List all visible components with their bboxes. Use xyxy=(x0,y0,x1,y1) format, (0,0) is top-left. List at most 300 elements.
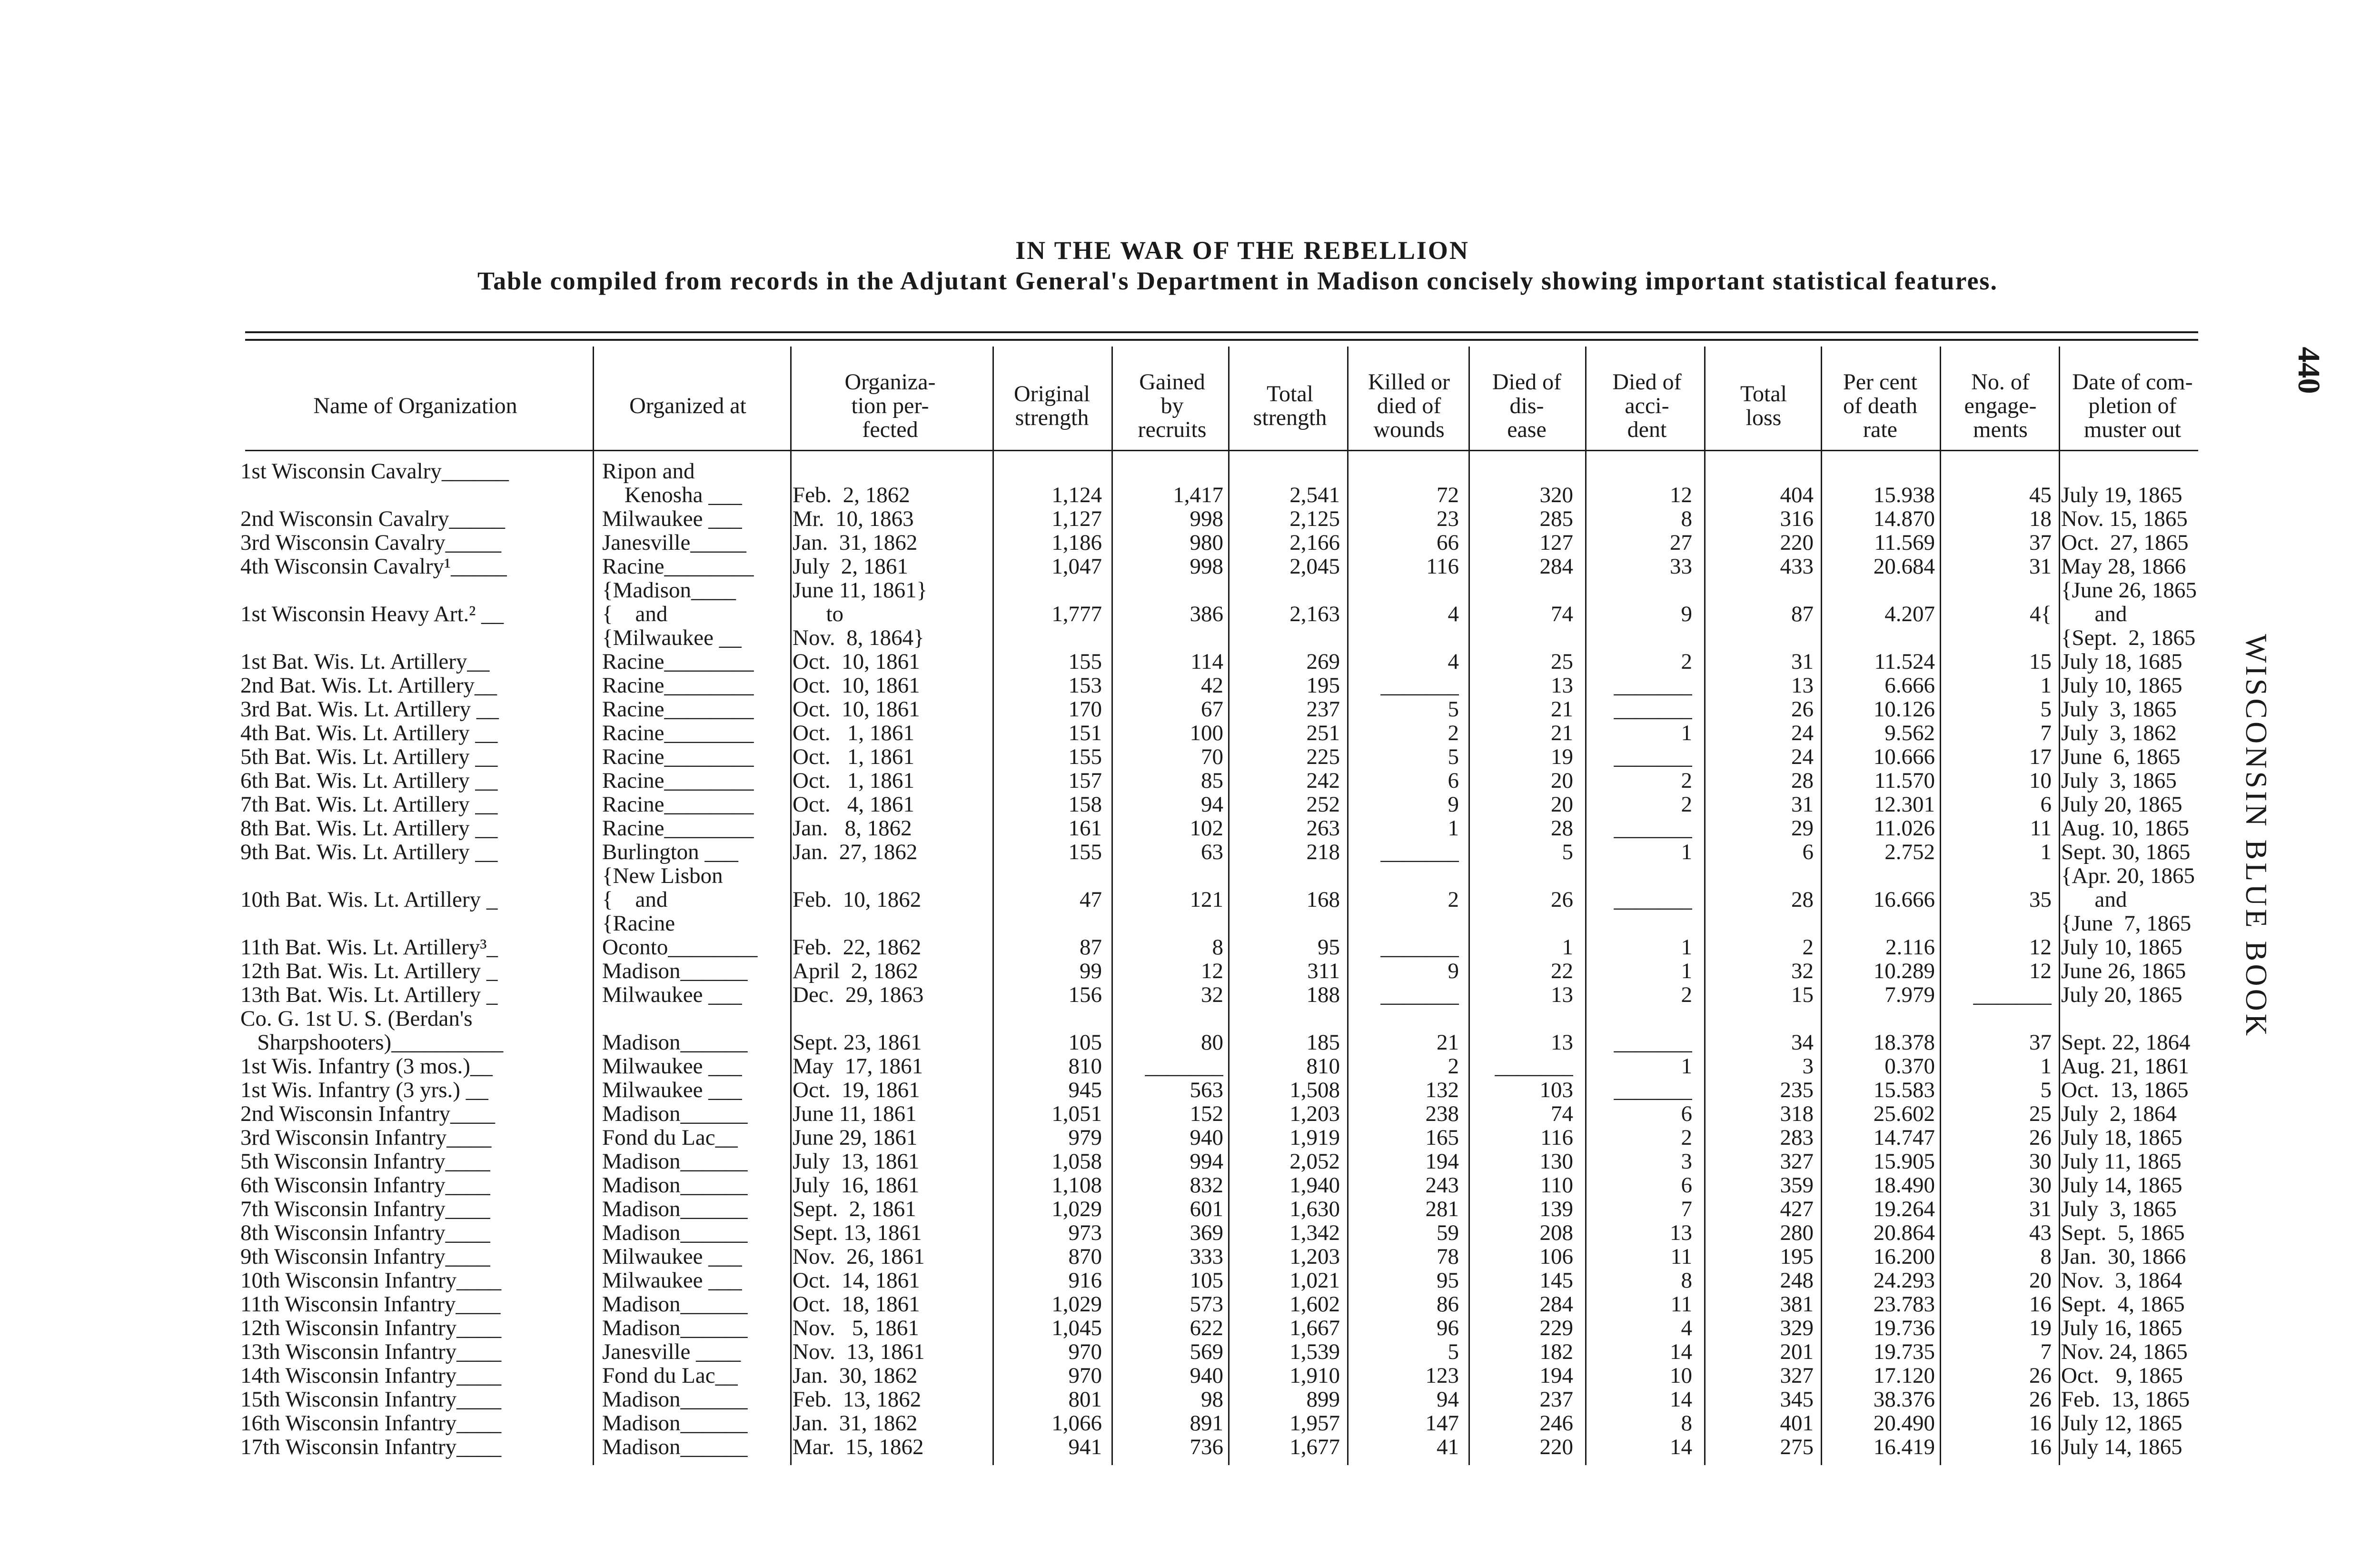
cell-died-of-disease: 220 xyxy=(1539,1435,1573,1459)
cell-died-of-disease xyxy=(1471,1007,1573,1031)
cell-number-of-engagements: 1 xyxy=(2040,840,2052,864)
table-row xyxy=(0,507,2380,531)
cell-muster-out-date: July 14, 1865 xyxy=(2061,1173,2182,1197)
cell-per-cent-death-rate: 10.126 xyxy=(1873,697,1935,721)
cell-organized-at: Madison______ xyxy=(602,959,748,983)
cell-gained-by-recruits: 94 xyxy=(1201,793,1223,816)
cell-died-of-accident: 2 xyxy=(1681,793,1692,816)
cell-number-of-engagements: 26 xyxy=(2029,1387,2052,1411)
cell-original-strength: 1,029 xyxy=(1051,1197,1102,1221)
cell-organized-at: Milwaukee ___ xyxy=(602,1078,742,1102)
cell-gained-by-recruits: 569 xyxy=(1190,1340,1223,1364)
cell-gained-by-recruits: 333 xyxy=(1190,1245,1223,1269)
cell-per-cent-death-rate: 25.602 xyxy=(1873,1102,1935,1126)
cell-killed-or-died-of-wounds xyxy=(1349,912,1459,935)
cell-original-strength: 973 xyxy=(1068,1221,1102,1245)
cell-total-loss: 318 xyxy=(1780,1102,1814,1126)
cell-total-loss: 327 xyxy=(1780,1364,1814,1387)
cell-killed-or-died-of-wounds: 95 xyxy=(1437,1269,1459,1292)
cell-organization-perfected: Sept. 2, 1861 xyxy=(793,1197,916,1221)
cell-per-cent-death-rate: 9.562 xyxy=(1884,721,1935,745)
header-gained-by-recruits: Gained by recruits xyxy=(1138,369,1207,442)
cell-died-of-disease: 106 xyxy=(1539,1245,1573,1269)
cell-number-of-engagements: 18 xyxy=(2029,507,2052,531)
cell-gained-by-recruits: 386 xyxy=(1190,602,1223,626)
cell-organized-at: Madison______ xyxy=(602,1197,748,1221)
cell-died-of-accident xyxy=(1583,578,1692,602)
cell-organization-perfected: Oct. 10, 1861 xyxy=(793,674,920,697)
cell-total-loss: 28 xyxy=(1791,888,1814,912)
cell-organized-at: {Madison____ xyxy=(602,578,736,602)
cell-organized-at: Oconto________ xyxy=(602,935,758,959)
table-row xyxy=(0,650,2380,674)
cell-organized-at: Racine________ xyxy=(602,721,754,745)
cell-total-loss: 283 xyxy=(1780,1126,1814,1150)
cell-organized-at: Racine________ xyxy=(602,674,754,697)
cell-organization-perfected: Feb. 13, 1862 xyxy=(793,1387,922,1411)
cell-killed-or-died-of-wounds: 2 xyxy=(1448,1054,1459,1078)
cell-gained-by-recruits: 152 xyxy=(1190,1102,1223,1126)
cell-killed-or-died-of-wounds xyxy=(1349,626,1459,650)
cell-number-of-engagements: 20 xyxy=(2029,1269,2052,1292)
cell-name-of-organization: 3rd Bat. Wis. Lt. Artillery __ xyxy=(240,697,499,721)
cell-total-loss xyxy=(1706,864,1814,888)
cell-original-strength xyxy=(997,864,1102,888)
cell-number-of-engagements: 30 xyxy=(2029,1150,2052,1173)
cell-total-loss: 381 xyxy=(1780,1292,1814,1316)
cell-total-strength: 269 xyxy=(1306,650,1340,674)
cell-gained-by-recruits xyxy=(1111,459,1223,483)
table-row xyxy=(0,959,2380,983)
cell-killed-or-died-of-wounds: 6 xyxy=(1448,769,1459,793)
cell-number-of-engagements xyxy=(1944,1007,2052,1031)
table-row xyxy=(0,602,2380,626)
cell-died-of-disease: 13 xyxy=(1551,983,1573,1007)
cell-original-strength: 979 xyxy=(1068,1126,1102,1150)
cell-gained-by-recruits: 42 xyxy=(1201,674,1223,697)
cell-gained-by-recruits: 736 xyxy=(1190,1435,1223,1459)
cell-number-of-engagements: 5 xyxy=(2040,1078,2052,1102)
cell-total-loss xyxy=(1706,459,1814,483)
cell-total-strength xyxy=(1228,578,1340,602)
cell-number-of-engagements: 30 xyxy=(2029,1173,2052,1197)
cell-died-of-accident: 10 xyxy=(1670,1364,1692,1387)
cell-number-of-engagements: 31 xyxy=(2029,1197,2052,1221)
cell-gained-by-recruits: 891 xyxy=(1190,1411,1223,1435)
cell-original-strength: 870 xyxy=(1068,1245,1102,1269)
cell-muster-out-date: Aug. 21, 1861 xyxy=(2061,1054,2189,1078)
cell-organization-perfected: Jan. 31, 1862 xyxy=(793,531,918,555)
cell-total-strength: 2,125 xyxy=(1289,507,1340,531)
cell-organization-perfected: July 2, 1861 xyxy=(793,555,908,578)
cell-organization-perfected: Nov. 26, 1861 xyxy=(793,1245,925,1269)
cell-per-cent-death-rate xyxy=(1821,626,1935,650)
cell-organized-at: Racine________ xyxy=(602,793,754,816)
cell-original-strength: 161 xyxy=(1068,816,1102,840)
cell-died-of-accident: _______ xyxy=(1614,674,1692,697)
cell-died-of-accident: 12 xyxy=(1670,483,1692,507)
cell-name-of-organization: 9th Wisconsin Infantry____ xyxy=(240,1245,490,1269)
cell-original-strength: 1,058 xyxy=(1051,1150,1102,1173)
cell-died-of-disease: 320 xyxy=(1539,483,1573,507)
cell-killed-or-died-of-wounds: 4 xyxy=(1448,602,1459,626)
cell-died-of-disease: 13 xyxy=(1551,1031,1573,1054)
cell-per-cent-death-rate: 10.289 xyxy=(1873,959,1935,983)
cell-total-strength: 1,602 xyxy=(1289,1292,1340,1316)
cell-organization-perfected: Oct. 14, 1861 xyxy=(793,1269,920,1292)
cell-died-of-disease: 116 xyxy=(1540,1126,1573,1150)
cell-muster-out-date: July 3, 1862 xyxy=(2061,721,2177,745)
cell-per-cent-death-rate xyxy=(1821,864,1935,888)
cell-died-of-disease: 284 xyxy=(1539,1292,1573,1316)
table-row xyxy=(0,459,2380,483)
table-row xyxy=(0,816,2380,840)
cell-died-of-accident: 11 xyxy=(1670,1292,1692,1316)
cell-name-of-organization: 12th Bat. Wis. Lt. Artillery _ xyxy=(240,959,498,983)
cell-number-of-engagements: 10 xyxy=(2029,769,2052,793)
table-row xyxy=(0,483,2380,507)
table-row xyxy=(0,1054,2380,1078)
cell-original-strength: 155 xyxy=(1068,745,1102,769)
cell-number-of-engagements: 7 xyxy=(2040,721,2052,745)
cell-total-loss: 15 xyxy=(1791,983,1814,1007)
cell-number-of-engagements: 35 xyxy=(2029,888,2052,912)
cell-original-strength: 151 xyxy=(1068,721,1102,745)
cell-total-strength: 1,203 xyxy=(1289,1102,1340,1126)
header-killed-or-died-of-wounds: Killed or died of wounds xyxy=(1368,369,1450,442)
cell-muster-out-date: Sept. 5, 1865 xyxy=(2061,1221,2185,1245)
cell-total-loss: 201 xyxy=(1780,1340,1814,1364)
cell-original-strength: 99 xyxy=(1080,959,1102,983)
cell-organization-perfected: April 2, 1862 xyxy=(793,959,918,983)
cell-total-strength: 2,052 xyxy=(1289,1150,1340,1173)
cell-original-strength: 105 xyxy=(1068,1031,1102,1054)
cell-killed-or-died-of-wounds: 5 xyxy=(1448,697,1459,721)
cell-gained-by-recruits: 940 xyxy=(1190,1126,1223,1150)
cell-organized-at: Burlington ___ xyxy=(602,840,738,864)
cell-killed-or-died-of-wounds: 2 xyxy=(1448,888,1459,912)
table-row xyxy=(0,1269,2380,1292)
cell-name-of-organization: 14th Wisconsin Infantry____ xyxy=(240,1364,502,1387)
cell-muster-out-date: Nov. 3, 1864 xyxy=(2061,1269,2182,1292)
cell-total-strength xyxy=(1228,459,1340,483)
cell-name-of-organization: 7th Bat. Wis. Lt. Artillery __ xyxy=(240,793,498,816)
cell-muster-out-date xyxy=(2061,459,2209,483)
cell-total-strength: 95 xyxy=(1318,935,1340,959)
cell-killed-or-died-of-wounds: 86 xyxy=(1437,1292,1459,1316)
cell-per-cent-death-rate: 24.293 xyxy=(1873,1269,1935,1292)
table-row xyxy=(0,1078,2380,1102)
cell-died-of-accident: 13 xyxy=(1670,1221,1692,1245)
cell-organization-perfected: Jan. 8, 1862 xyxy=(793,816,912,840)
cell-total-loss: 329 xyxy=(1780,1316,1814,1340)
cell-muster-out-date xyxy=(2061,1007,2209,1031)
cell-died-of-accident xyxy=(1583,626,1692,650)
cell-died-of-accident: 1 xyxy=(1681,840,1692,864)
cell-organized-at: Madison______ xyxy=(602,1411,748,1435)
cell-name-of-organization: 12th Wisconsin Infantry____ xyxy=(240,1316,502,1340)
cell-organized-at: Madison______ xyxy=(602,1150,748,1173)
cell-organization-perfected: Oct. 1, 1861 xyxy=(793,769,914,793)
cell-died-of-accident: 1 xyxy=(1681,721,1692,745)
cell-died-of-disease: 22 xyxy=(1551,959,1573,983)
cell-killed-or-died-of-wounds: 147 xyxy=(1425,1411,1459,1435)
cell-name-of-organization: Co. G. 1st U. S. (Berdan's xyxy=(240,1007,473,1031)
cell-died-of-accident: 2 xyxy=(1681,650,1692,674)
cell-organized-at: Racine________ xyxy=(602,555,754,578)
table-row xyxy=(0,1173,2380,1197)
cell-killed-or-died-of-wounds: 116 xyxy=(1426,555,1459,578)
cell-total-strength: 188 xyxy=(1306,983,1340,1007)
cell-per-cent-death-rate: 19.735 xyxy=(1873,1340,1935,1364)
cell-died-of-accident: 7 xyxy=(1681,1197,1692,1221)
table-row xyxy=(0,578,2380,602)
cell-per-cent-death-rate: 12.301 xyxy=(1873,793,1935,816)
cell-number-of-engagements: 43 xyxy=(2029,1221,2052,1245)
header-total-loss: Total loss xyxy=(1740,381,1787,430)
cell-name-of-organization: 1st Wis. Infantry (3 mos.)__ xyxy=(240,1054,493,1078)
cell-total-strength: 218 xyxy=(1306,840,1340,864)
cell-organization-perfected: Jan. 31, 1862 xyxy=(793,1411,918,1435)
cell-total-loss: 34 xyxy=(1791,1031,1814,1054)
cell-muster-out-date: {June 26, 1865 xyxy=(2061,578,2197,602)
table-row xyxy=(0,793,2380,816)
cell-organization-perfected xyxy=(793,459,988,483)
cell-per-cent-death-rate: 16.200 xyxy=(1873,1245,1935,1269)
cell-died-of-accident: 8 xyxy=(1681,1269,1692,1292)
cell-number-of-engagements: 26 xyxy=(2029,1364,2052,1387)
cell-muster-out-date: June 26, 1865 xyxy=(2061,959,2186,983)
cell-name-of-organization: 4th Bat. Wis. Lt. Artillery __ xyxy=(240,721,498,745)
table-row xyxy=(0,840,2380,864)
cell-number-of-engagements: 37 xyxy=(2029,531,2052,555)
table-row xyxy=(0,555,2380,578)
cell-killed-or-died-of-wounds: 23 xyxy=(1437,507,1459,531)
cell-killed-or-died-of-wounds: 72 xyxy=(1437,483,1459,507)
cell-killed-or-died-of-wounds: 2 xyxy=(1448,721,1459,745)
cell-gained-by-recruits: 63 xyxy=(1201,840,1223,864)
cell-gained-by-recruits: 832 xyxy=(1190,1173,1223,1197)
cell-killed-or-died-of-wounds: 165 xyxy=(1425,1126,1459,1150)
cell-died-of-accident: 6 xyxy=(1681,1102,1692,1126)
cell-total-strength: 899 xyxy=(1306,1387,1340,1411)
cell-gained-by-recruits: 67 xyxy=(1201,697,1223,721)
cell-muster-out-date: July 3, 1865 xyxy=(2061,769,2177,793)
cell-organized-at: Ripon and xyxy=(602,459,695,483)
cell-died-of-disease: 1 xyxy=(1562,935,1573,959)
cell-name-of-organization: 16th Wisconsin Infantry____ xyxy=(240,1411,502,1435)
table-row xyxy=(0,1435,2380,1459)
cell-original-strength: 156 xyxy=(1068,983,1102,1007)
cell-name-of-organization: 1st Bat. Wis. Lt. Artillery__ xyxy=(240,650,490,674)
cell-died-of-disease: 127 xyxy=(1539,531,1573,555)
cell-organization-perfected: Oct. 19, 1861 xyxy=(793,1078,920,1102)
cell-organized-at: Madison______ xyxy=(602,1173,748,1197)
cell-total-loss: 359 xyxy=(1780,1173,1814,1197)
cell-organized-at: Racine________ xyxy=(602,697,754,721)
cell-organization-perfected: Feb. 22, 1862 xyxy=(793,935,922,959)
cell-muster-out-date: and xyxy=(2061,888,2127,912)
cell-total-strength: 1,539 xyxy=(1289,1340,1340,1364)
cell-muster-out-date: Oct. 9, 1865 xyxy=(2061,1364,2183,1387)
cell-died-of-accident: 14 xyxy=(1670,1387,1692,1411)
cell-total-loss: 433 xyxy=(1780,555,1814,578)
cell-total-strength: 1,667 xyxy=(1289,1316,1340,1340)
cell-organized-at: Racine________ xyxy=(602,769,754,793)
cell-muster-out-date: July 10, 1865 xyxy=(2061,935,2182,959)
cell-organized-at: Milwaukee ___ xyxy=(602,983,742,1007)
cell-name-of-organization: 2nd Wisconsin Infantry____ xyxy=(240,1102,496,1126)
cell-name-of-organization: 7th Wisconsin Infantry____ xyxy=(240,1197,490,1221)
cell-total-loss: 31 xyxy=(1791,793,1814,816)
table-row xyxy=(0,1292,2380,1316)
cell-killed-or-died-of-wounds: 41 xyxy=(1437,1435,1459,1459)
cell-name-of-organization: Sharpshooters)__________ xyxy=(240,1031,504,1054)
table-row xyxy=(0,745,2380,769)
cell-organized-at: Racine________ xyxy=(602,650,754,674)
cell-number-of-engagements: 1 xyxy=(2040,1054,2052,1078)
header-per-cent-death-rate: Per cent of death rate xyxy=(1843,369,1917,442)
cell-per-cent-death-rate: 15.905 xyxy=(1873,1150,1935,1173)
cell-number-of-engagements: 25 xyxy=(2029,1102,2052,1126)
cell-original-strength xyxy=(997,912,1102,935)
cell-killed-or-died-of-wounds: 243 xyxy=(1425,1173,1459,1197)
table-row xyxy=(0,864,2380,888)
cell-gained-by-recruits: _______ xyxy=(1145,1054,1223,1078)
cell-original-strength: 153 xyxy=(1068,674,1102,697)
cell-muster-out-date: July 20, 1865 xyxy=(2061,983,2182,1007)
cell-gained-by-recruits xyxy=(1111,626,1223,650)
cell-organization-perfected: June 29, 1861 xyxy=(793,1126,918,1150)
cell-total-loss: 401 xyxy=(1780,1411,1814,1435)
cell-original-strength: 810 xyxy=(1068,1054,1102,1078)
cell-organized-at: Milwaukee ___ xyxy=(602,1245,742,1269)
cell-total-loss: 26 xyxy=(1791,697,1814,721)
cell-name-of-organization: 1st Wis. Infantry (3 yrs.) __ xyxy=(240,1078,488,1102)
cell-organized-at: Fond du Lac__ xyxy=(602,1126,738,1150)
cell-gained-by-recruits: 998 xyxy=(1190,507,1223,531)
cell-total-strength xyxy=(1228,626,1340,650)
cell-original-strength: 47 xyxy=(1080,888,1102,912)
cell-original-strength: 970 xyxy=(1068,1340,1102,1364)
cell-died-of-accident: 14 xyxy=(1670,1340,1692,1364)
cell-organization-perfected: Oct. 1, 1861 xyxy=(793,721,914,745)
cell-organized-at: Janesville ____ xyxy=(602,1340,741,1364)
cell-organized-at: { and xyxy=(602,888,668,912)
cell-per-cent-death-rate: 15.938 xyxy=(1873,483,1935,507)
cell-died-of-accident: 14 xyxy=(1670,1435,1692,1459)
cell-gained-by-recruits: 1,417 xyxy=(1173,483,1223,507)
cell-total-loss: 6 xyxy=(1802,840,1814,864)
cell-per-cent-death-rate: 19.264 xyxy=(1873,1197,1935,1221)
cell-total-loss: 248 xyxy=(1780,1269,1814,1292)
cell-gained-by-recruits: 622 xyxy=(1190,1316,1223,1340)
cell-name-of-organization: 3rd Wisconsin Infantry____ xyxy=(240,1126,492,1150)
cell-total-strength: 251 xyxy=(1306,721,1340,745)
cell-died-of-disease: 20 xyxy=(1551,793,1573,816)
cell-total-strength xyxy=(1228,912,1340,935)
cell-killed-or-died-of-wounds: 9 xyxy=(1448,959,1459,983)
cell-died-of-disease: 28 xyxy=(1551,816,1573,840)
cell-died-of-accident xyxy=(1583,459,1692,483)
cell-original-strength: 170 xyxy=(1068,697,1102,721)
cell-total-loss: 327 xyxy=(1780,1150,1814,1173)
cell-per-cent-death-rate: 20.864 xyxy=(1873,1221,1935,1245)
cell-killed-or-died-of-wounds: 238 xyxy=(1425,1102,1459,1126)
cell-total-loss: 3 xyxy=(1802,1054,1814,1078)
cell-total-loss: 195 xyxy=(1780,1245,1814,1269)
cell-number-of-engagements: 6 xyxy=(2040,793,2052,816)
table-row xyxy=(0,1364,2380,1387)
cell-total-loss: 275 xyxy=(1780,1435,1814,1459)
cell-total-loss: 87 xyxy=(1791,602,1814,626)
cell-organization-perfected: Sept. 23, 1861 xyxy=(793,1031,922,1054)
cell-organized-at: Racine________ xyxy=(602,816,754,840)
cell-total-strength: 1,957 xyxy=(1289,1411,1340,1435)
cell-died-of-disease xyxy=(1471,912,1573,935)
cell-killed-or-died-of-wounds: 123 xyxy=(1425,1364,1459,1387)
cell-number-of-engagements xyxy=(1944,459,2052,483)
cell-total-strength: 1,677 xyxy=(1289,1435,1340,1459)
cell-killed-or-died-of-wounds: 4 xyxy=(1448,650,1459,674)
cell-per-cent-death-rate: 17.120 xyxy=(1873,1364,1935,1387)
cell-original-strength: 1,186 xyxy=(1051,531,1102,555)
cell-died-of-accident: 6 xyxy=(1681,1173,1692,1197)
cell-organized-at: Milwaukee ___ xyxy=(602,1269,742,1292)
cell-died-of-disease: 194 xyxy=(1539,1364,1573,1387)
cell-organized-at xyxy=(602,1007,788,1031)
cell-name-of-organization: 11th Wisconsin Infantry____ xyxy=(240,1292,501,1316)
cell-per-cent-death-rate xyxy=(1821,459,1935,483)
cell-gained-by-recruits: 114 xyxy=(1190,650,1223,674)
cell-died-of-disease: 229 xyxy=(1539,1316,1573,1340)
cell-killed-or-died-of-wounds: 1 xyxy=(1448,816,1459,840)
cell-total-strength: 237 xyxy=(1306,697,1340,721)
running-head: WISCONSIN BLUE BOOK xyxy=(2240,634,2273,1039)
cell-organization-perfected: to xyxy=(793,602,844,626)
cell-killed-or-died-of-wounds: 194 xyxy=(1425,1150,1459,1173)
cell-organized-at: Fond du Lac__ xyxy=(602,1364,738,1387)
cell-organization-perfected xyxy=(793,1007,988,1031)
cell-total-loss: 24 xyxy=(1791,745,1814,769)
cell-gained-by-recruits: 80 xyxy=(1201,1031,1223,1054)
cell-original-strength: 1,124 xyxy=(1051,483,1102,507)
cell-died-of-disease: 103 xyxy=(1539,1078,1573,1102)
cell-died-of-disease: 182 xyxy=(1539,1340,1573,1364)
cell-number-of-engagements: 12 xyxy=(2029,935,2052,959)
cell-gained-by-recruits xyxy=(1111,912,1223,935)
cell-organized-at: Janesville_____ xyxy=(602,531,746,555)
cell-killed-or-died-of-wounds: _______ xyxy=(1380,840,1459,864)
table-row xyxy=(0,1340,2380,1364)
cell-gained-by-recruits: 98 xyxy=(1201,1387,1223,1411)
cell-died-of-disease: 20 xyxy=(1551,769,1573,793)
cell-per-cent-death-rate: 11.569 xyxy=(1874,531,1935,555)
cell-number-of-engagements xyxy=(1944,578,2052,602)
cell-number-of-engagements: 17 xyxy=(2029,745,2052,769)
cell-organization-perfected: Mr. 10, 1863 xyxy=(793,507,914,531)
cell-number-of-engagements: 16 xyxy=(2029,1435,2052,1459)
cell-per-cent-death-rate: 4.207 xyxy=(1884,602,1935,626)
cell-organized-at: Milwaukee ___ xyxy=(602,1054,742,1078)
cell-died-of-disease: 139 xyxy=(1539,1197,1573,1221)
cell-total-strength: 1,919 xyxy=(1289,1126,1340,1150)
cell-gained-by-recruits: 100 xyxy=(1190,721,1223,745)
cell-died-of-accident: 2 xyxy=(1681,769,1692,793)
cell-died-of-accident: 11 xyxy=(1670,1245,1692,1269)
cell-gained-by-recruits: 12 xyxy=(1201,959,1223,983)
cell-muster-out-date: Sept. 22, 1864 xyxy=(2061,1031,2191,1054)
